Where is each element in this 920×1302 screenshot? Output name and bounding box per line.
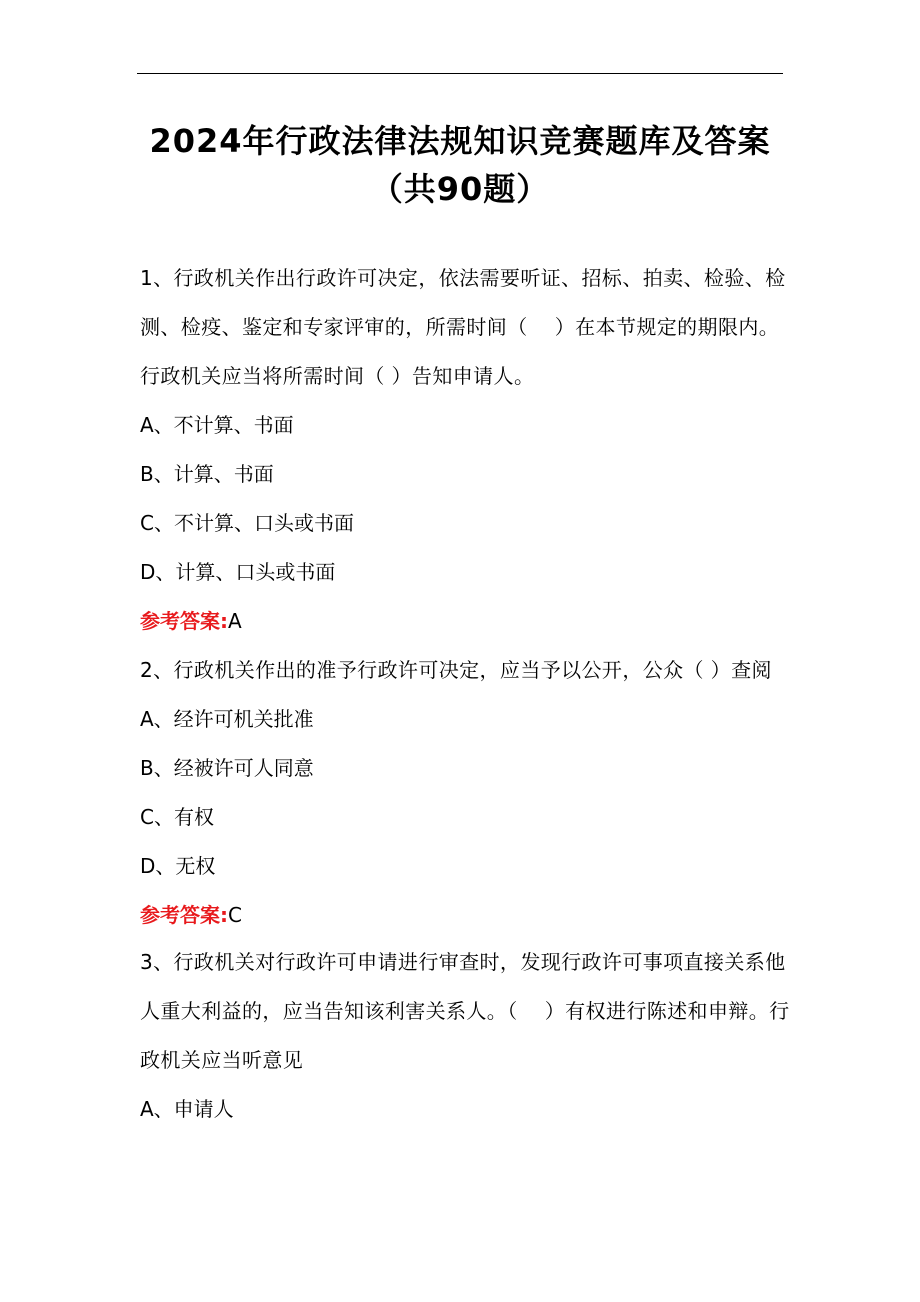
question-3 (140, 938, 790, 1134)
question-1 (140, 254, 790, 646)
question-2 (140, 646, 790, 940)
question-stem: 2、行政机关作出的准予行政许可决定，应当予以公开，公众（ ）查阅 (140, 658, 772, 682)
option-d: D、计算、口头或书面 (140, 560, 336, 584)
option-b: B、计算、书面 (140, 462, 274, 486)
answer-line (140, 597, 790, 646)
document-title: 2024年行政法律法规知识竞赛题库及答案 (149, 122, 771, 160)
option-a: A、不计算、书面 (140, 413, 294, 437)
document-subtitle: （共90题） (370, 170, 550, 208)
option-c: C、有权 (140, 805, 214, 829)
question-stem: 1、行政机关作出行政许可决定，依法需要听证、招标、拍卖、检验、检测、检疫、鉴定和专家评审的，所需时间（ ）在本节规定的期限内。行政机关应当将所需时间（ ）告知申请人。 (140, 266, 786, 388)
answer-line (140, 891, 790, 940)
question-list (140, 254, 790, 1134)
question-stem: 3、行政机关对行政许可申请进行审查时，发现行政许可事项直接关系他人重大利益的，应当告知该利害关系人。（ ）有权进行陈述和申辩。行政机关应当听意见 (140, 950, 790, 1072)
answer-label: 参考答案: (140, 903, 228, 927)
answer-label: 参考答案: (140, 609, 228, 633)
option-b: B、经被许可人同意 (140, 756, 314, 780)
answer-value: C (228, 903, 242, 927)
option-c: C、不计算、口头或书面 (140, 511, 354, 535)
option-d: D、无权 (140, 854, 216, 878)
header-rule (137, 73, 783, 74)
option-a: A、经许可机关批准 (140, 707, 314, 731)
answer-value: A (228, 609, 242, 633)
option-a: A、申请人 (140, 1097, 234, 1121)
